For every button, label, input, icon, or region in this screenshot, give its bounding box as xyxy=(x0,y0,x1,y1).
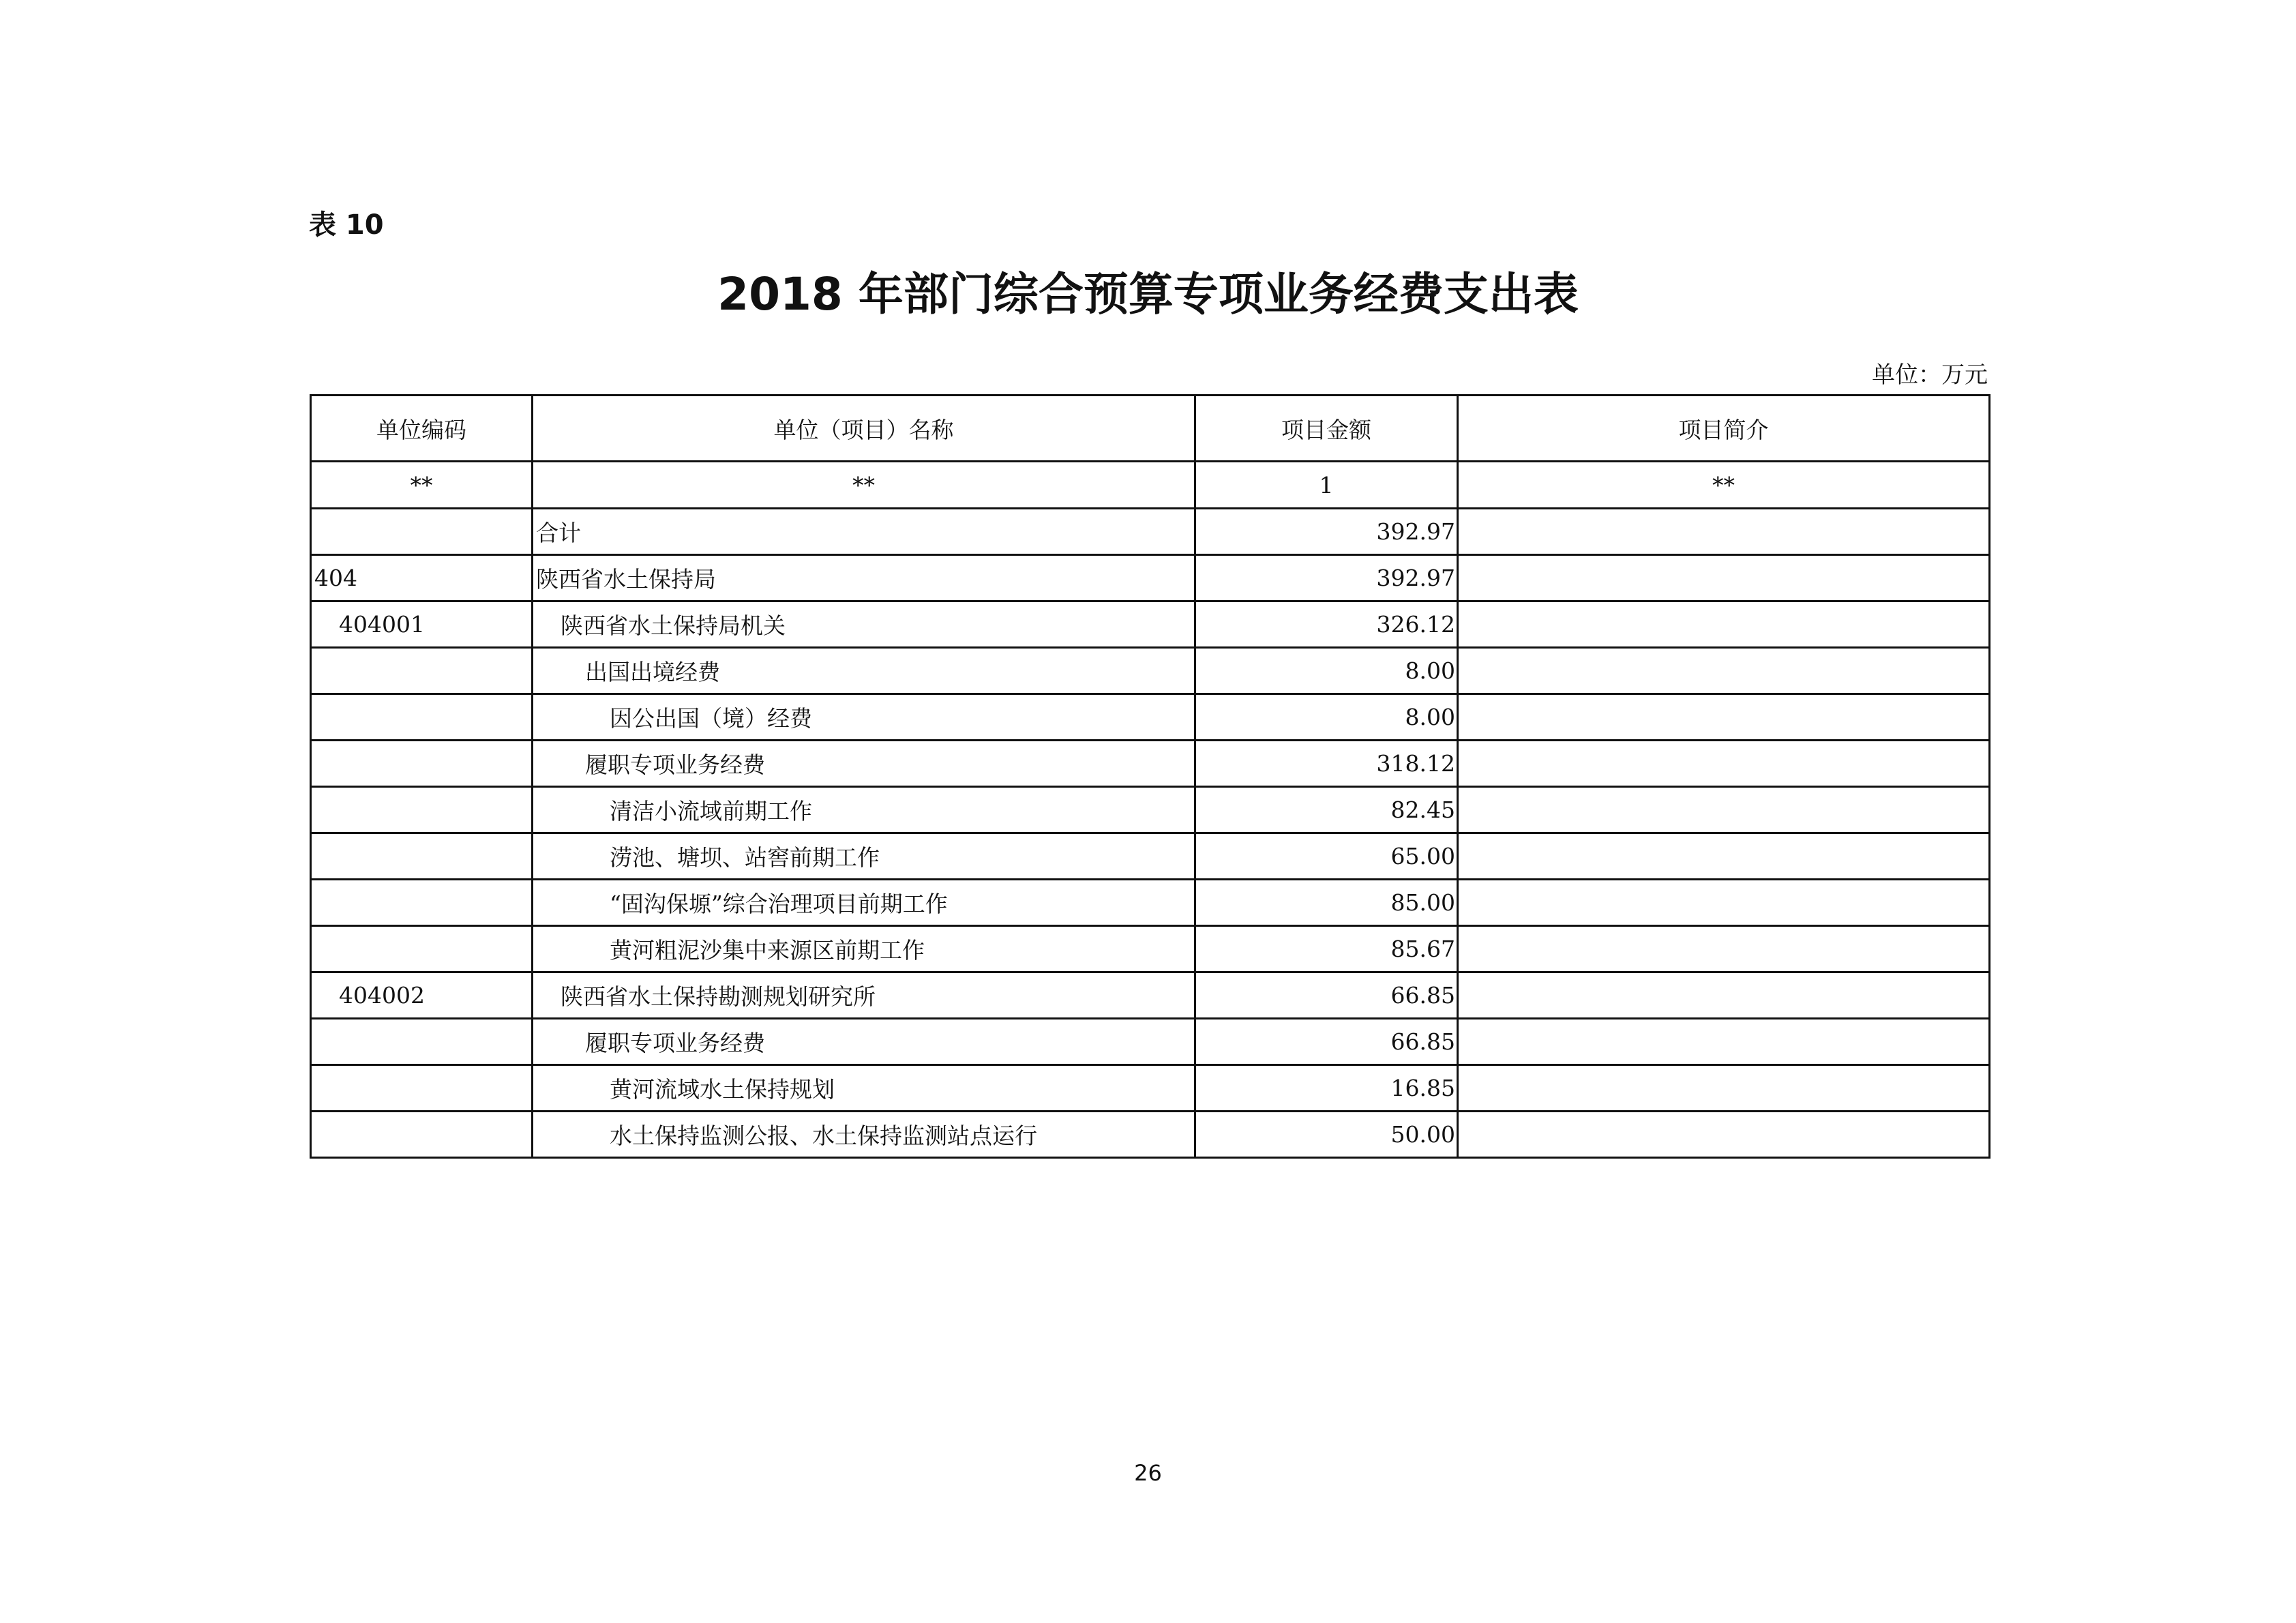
amount-cell: 85.67 xyxy=(1195,926,1458,972)
amount-cell: 318.12 xyxy=(1195,741,1458,787)
header-unit-code: 单位编码 xyxy=(311,396,533,462)
index-cell: ** xyxy=(533,462,1195,509)
unit-code-cell xyxy=(311,880,533,926)
description-cell xyxy=(1458,741,1990,787)
header-description: 项目简介 xyxy=(1458,396,1990,462)
table-row xyxy=(311,926,1990,972)
header-unit-name: 单位（项目）名称 xyxy=(533,396,1195,462)
unit-code-cell xyxy=(311,509,533,555)
description-cell xyxy=(1458,926,1990,972)
unit-code-cell xyxy=(311,694,533,741)
index-cell: ** xyxy=(1458,462,1990,509)
unit-code-cell: 404002 xyxy=(311,972,533,1019)
table-row xyxy=(311,1019,1990,1065)
table-row xyxy=(311,509,1990,555)
description-cell xyxy=(1458,509,1990,555)
amount-cell: 85.00 xyxy=(1195,880,1458,926)
amount-cell: 326.12 xyxy=(1195,601,1458,648)
unit-code-cell xyxy=(311,833,533,880)
table-row xyxy=(311,741,1990,787)
amount-cell: 82.45 xyxy=(1195,787,1458,833)
table-row xyxy=(311,972,1990,1019)
unit-code-cell xyxy=(311,741,533,787)
description-cell xyxy=(1458,1019,1990,1065)
unit-code-cell xyxy=(311,1112,533,1158)
unit-name-cell: 清洁小流域前期工作 xyxy=(533,787,1195,833)
unit-name-cell: 出国出境经费 xyxy=(533,648,1195,694)
amount-cell: 66.85 xyxy=(1195,972,1458,1019)
unit-name-cell: 水土保持监测公报、水土保持监测站点运行 xyxy=(533,1112,1195,1158)
amount-cell: 16.85 xyxy=(1195,1065,1458,1112)
table-row xyxy=(311,648,1990,694)
unit-code-cell: 404001 xyxy=(311,601,533,648)
table-header-row xyxy=(311,396,1990,462)
table-row xyxy=(311,833,1990,880)
table-label: 表 10 xyxy=(309,209,384,241)
page-number: 26 xyxy=(1134,1460,1162,1486)
table-row xyxy=(311,1065,1990,1112)
index-cell: ** xyxy=(311,462,533,509)
description-cell xyxy=(1458,880,1990,926)
table-row xyxy=(311,1112,1990,1158)
amount-cell: 66.85 xyxy=(1195,1019,1458,1065)
amount-cell: 50.00 xyxy=(1195,1112,1458,1158)
unit-name-cell: 履职专项业务经费 xyxy=(533,741,1195,787)
description-cell xyxy=(1458,972,1990,1019)
description-cell xyxy=(1458,648,1990,694)
unit-name-cell: “固沟保塬”综合治理项目前期工作 xyxy=(533,880,1195,926)
amount-cell: 65.00 xyxy=(1195,833,1458,880)
unit-name-cell: 黄河粗泥沙集中来源区前期工作 xyxy=(533,926,1195,972)
budget-table xyxy=(310,394,1991,1159)
unit-name-cell: 陕西省水土保持局 xyxy=(533,555,1195,601)
description-cell xyxy=(1458,1065,1990,1112)
amount-cell: 8.00 xyxy=(1195,648,1458,694)
unit-name-cell: 合计 xyxy=(533,509,1195,555)
unit-name-cell: 黄河流域水土保持规划 xyxy=(533,1065,1195,1112)
index-row xyxy=(311,462,1990,509)
amount-cell: 392.97 xyxy=(1195,555,1458,601)
table-row xyxy=(311,555,1990,601)
unit-note: 单位：万元 xyxy=(1872,361,1988,389)
unit-name-cell: 履职专项业务经费 xyxy=(533,1019,1195,1065)
table-row xyxy=(311,601,1990,648)
table-row xyxy=(311,787,1990,833)
description-cell xyxy=(1458,833,1990,880)
unit-name-cell: 陕西省水土保持勘测规划研究所 xyxy=(533,972,1195,1019)
index-cell: 1 xyxy=(1195,462,1458,509)
description-cell xyxy=(1458,694,1990,741)
description-cell xyxy=(1458,787,1990,833)
unit-name-cell: 涝池、塘坝、站窖前期工作 xyxy=(533,833,1195,880)
unit-code-cell xyxy=(311,1065,533,1112)
amount-cell: 8.00 xyxy=(1195,694,1458,741)
unit-code-cell: 404 xyxy=(311,555,533,601)
unit-code-cell xyxy=(311,648,533,694)
description-cell xyxy=(1458,1112,1990,1158)
unit-name-cell: 陕西省水土保持局机关 xyxy=(533,601,1195,648)
unit-code-cell xyxy=(311,1019,533,1065)
description-cell xyxy=(1458,555,1990,601)
amount-cell: 392.97 xyxy=(1195,509,1458,555)
unit-code-cell xyxy=(311,926,533,972)
document-title: 2018 年部门综合预算专项业务经费支出表 xyxy=(717,268,1579,321)
table-row xyxy=(311,694,1990,741)
unit-code-cell xyxy=(311,787,533,833)
table-row xyxy=(311,880,1990,926)
unit-name-cell: 因公出国（境）经费 xyxy=(533,694,1195,741)
description-cell xyxy=(1458,601,1990,648)
header-amount: 项目金额 xyxy=(1195,396,1458,462)
